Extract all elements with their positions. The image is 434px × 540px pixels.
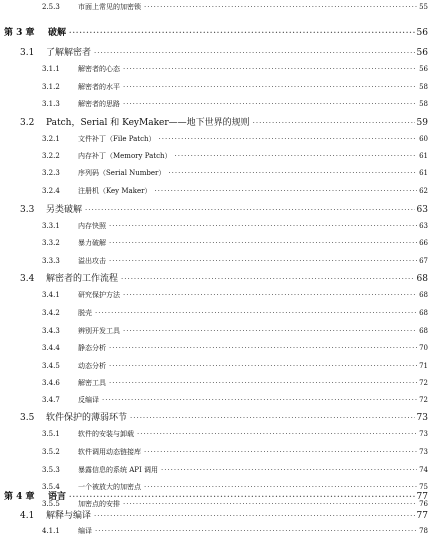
toc-leader-dots — [109, 222, 417, 230]
toc-entry-page: 77 — [416, 492, 428, 502]
toc-entry-number: 3.2.3 — [42, 169, 60, 177]
toc-entry-page: 62 — [419, 187, 428, 195]
toc-leader-dots — [123, 100, 417, 108]
toc-entry-number: 3.3.1 — [42, 222, 60, 230]
toc-entry-number: 3.3 — [20, 205, 35, 215]
toc-entry — [4, 64, 428, 74]
toc-entry — [4, 326, 428, 336]
toc-entry-number: 4.1.1 — [42, 527, 60, 535]
toc-entry-page: 76 — [419, 500, 428, 508]
toc-leader-dots — [137, 430, 417, 438]
toc-leader-dots — [144, 3, 417, 11]
toc-entry-page: 63 — [416, 205, 428, 215]
toc-entry — [4, 221, 428, 231]
toc-entry — [4, 168, 428, 178]
toc-entry-number: 3.2.2 — [42, 152, 60, 160]
toc-entry-page: 72 — [419, 379, 428, 387]
toc-entry-page: 61 — [419, 169, 428, 177]
toc-entry-number: 3.4 — [20, 274, 35, 284]
toc-leader-dots — [109, 239, 417, 247]
toc-leader-dots — [69, 492, 415, 501]
toc-entry-page: 68 — [419, 309, 428, 317]
toc-entry-page: 63 — [419, 222, 428, 230]
toc-entry-number: 3.3.2 — [42, 239, 60, 247]
toc-entry-number: 3.5.3 — [42, 466, 60, 474]
toc-entry — [4, 465, 428, 475]
toc-entry-page: 78 — [419, 527, 428, 535]
toc-entry-number: 3.5.4 — [42, 483, 60, 491]
toc-section — [4, 45, 428, 58]
toc-leader-dots — [159, 135, 418, 143]
toc-entry-page: 70 — [419, 344, 428, 352]
toc-entry-title: 内存补丁（Memory Patch） — [78, 152, 172, 160]
toc-entry-number: 3.5.2 — [42, 448, 60, 456]
toc-leader-dots — [130, 414, 415, 422]
toc-entry-title: 研究保护方法 — [78, 291, 120, 299]
toc-entry-number: 3.5 — [20, 413, 35, 423]
toc-entry-title: 软件的安装与卸载 — [78, 430, 134, 438]
toc-entry — [4, 290, 428, 300]
toc-entry-page: 58 — [419, 100, 428, 108]
toc-entry-title: 脱壳 — [78, 309, 92, 317]
toc-entry-title: 加密点的安排 — [78, 500, 120, 508]
toc-entry-title: 了解解密者 — [46, 48, 92, 58]
toc-entry-page: 73 — [419, 430, 428, 438]
toc-entry — [4, 308, 428, 318]
toc-entry-page: 55 — [419, 3, 428, 11]
toc-entry-title: 破解 — [48, 28, 67, 38]
toc-entry — [4, 429, 428, 439]
toc-entry — [4, 395, 428, 405]
toc-leader-dots — [95, 527, 417, 535]
toc-leader-dots — [175, 152, 418, 160]
toc-entry — [4, 343, 428, 353]
toc-leader-dots — [123, 83, 417, 91]
toc-entry-page: 66 — [419, 239, 428, 247]
toc-entry-number: 3.4.7 — [42, 396, 60, 404]
toc-entry-number: 3.1 — [20, 48, 35, 58]
toc-chapter — [4, 25, 428, 38]
toc-entry-page: 68 — [416, 274, 428, 284]
toc-leader-dots — [102, 396, 417, 404]
toc-entry-title: 文件补丁（File Patch） — [78, 135, 156, 143]
toc-entry-number: 3.5.1 — [42, 430, 60, 438]
toc-entry-title: 辨别开发工具 — [78, 327, 120, 335]
toc-entry-title: 反编译 — [78, 396, 99, 404]
toc-entry-number: 3.4.6 — [42, 379, 60, 387]
toc-entry-title: 静态分析 — [78, 344, 106, 352]
toc-entry — [4, 82, 428, 92]
toc-entry-page: 77 — [416, 511, 428, 521]
toc-section — [4, 410, 428, 423]
toc-entry-title: 解密者的心态 — [78, 65, 120, 73]
toc-entry — [4, 378, 428, 388]
toc-entry-title: 市面上常见的加密锁 — [78, 3, 141, 11]
toc-entry-page: 73 — [419, 448, 428, 456]
toc-leader-dots — [121, 275, 415, 283]
toc-entry-title: 解密工具 — [78, 379, 106, 387]
toc-leader-dots — [85, 206, 415, 214]
toc-leader-dots — [123, 65, 417, 73]
toc-entry-title: 暴露信息的系统 API 调用 — [78, 466, 158, 474]
toc-entry-number: 3.1.3 — [42, 100, 60, 108]
toc-entry-title: 动态分析 — [78, 362, 106, 370]
toc-entry-page: 68 — [419, 291, 428, 299]
toc-section — [4, 271, 428, 284]
toc-leader-dots — [94, 512, 415, 520]
toc-entry-title: 语言 — [48, 492, 67, 502]
toc-entry — [4, 99, 428, 109]
toc-entry-page: 75 — [419, 483, 428, 491]
toc-chapter — [4, 489, 428, 502]
toc-entry-number: 3.1.2 — [42, 83, 60, 91]
toc-leader-dots — [95, 309, 417, 317]
toc-entry — [4, 526, 428, 536]
toc-entry-number: 3.2.4 — [42, 187, 60, 195]
toc-entry-page: 56 — [419, 65, 428, 73]
toc-entry — [4, 151, 428, 161]
toc-entry-page: 68 — [419, 327, 428, 335]
toc-entry — [4, 447, 428, 457]
toc-entry-title: 软件保护的薄弱环节 — [46, 413, 128, 423]
toc-entry-title: Patch，Serial 和 KeyMaker——地下世界的规则 — [46, 118, 250, 128]
toc-entry-title: 解密者的水平 — [78, 83, 120, 91]
toc-entry-number: 3.4.5 — [42, 362, 60, 370]
toc-entry-page: 72 — [419, 396, 428, 404]
toc-entry — [4, 238, 428, 248]
toc-entry-title: 软件调用动态链接库 — [78, 448, 141, 456]
toc-entry-title: 一个被放大的加密点 — [78, 483, 141, 491]
toc-entry-page: 56 — [416, 28, 428, 38]
toc-entry-page: 73 — [416, 413, 428, 423]
toc-entry — [4, 134, 428, 144]
toc-entry-page: 74 — [419, 466, 428, 474]
toc-entry-number: 3.3.3 — [42, 257, 60, 265]
toc-section — [4, 202, 428, 215]
toc-entry-number: 3.5.5 — [42, 500, 60, 508]
toc-leader-dots — [161, 466, 417, 474]
toc-leader-dots — [109, 344, 417, 352]
toc-entry-page: 60 — [419, 135, 428, 143]
toc-entry-title: 解释与编译 — [46, 511, 92, 521]
toc-leader-dots — [69, 28, 415, 37]
toc-entry-page: 61 — [419, 152, 428, 160]
toc-entry-title: 序列码（Serial Number） — [78, 169, 166, 177]
toc-entry-title: 另类破解 — [46, 205, 83, 215]
toc-leader-dots — [144, 448, 417, 456]
toc-entry-page: 59 — [416, 118, 428, 128]
toc-entry-title: 溢出攻击 — [78, 257, 106, 265]
toc-leader-dots — [109, 257, 417, 265]
toc-entry — [4, 186, 428, 196]
toc-leader-dots — [94, 49, 415, 57]
toc-entry — [4, 2, 428, 12]
toc-entry-page: 71 — [419, 362, 428, 370]
toc-entry-number: 4.1 — [20, 511, 35, 521]
toc-leader-dots — [109, 379, 417, 387]
toc-entry-number: 第 4 章 — [4, 492, 35, 502]
toc-entry-number: 3.4.1 — [42, 291, 60, 299]
toc-entry-number: 2.5.3 — [42, 3, 60, 11]
toc-entry-number: 3.4.2 — [42, 309, 60, 317]
toc-entry-page: 67 — [419, 257, 428, 265]
toc-entry-number: 3.4.3 — [42, 327, 60, 335]
toc-entry-title: 注册机（Key Maker） — [78, 187, 152, 195]
toc-section — [4, 508, 428, 521]
toc-entry-number: 3.4.4 — [42, 344, 60, 352]
toc-leader-dots — [123, 291, 417, 299]
toc-entry-page: 56 — [416, 48, 428, 58]
toc-entry-title: 内存快照 — [78, 222, 106, 230]
toc-entry-title: 编译 — [78, 527, 92, 535]
toc-entry-number: 3.2 — [20, 118, 35, 128]
toc-entry-title: 暴力破解 — [78, 239, 106, 247]
toc-entry-page: 58 — [419, 83, 428, 91]
toc-leader-dots — [168, 169, 417, 177]
toc-leader-dots — [109, 362, 417, 370]
toc-entry — [4, 361, 428, 371]
toc-leader-dots — [123, 327, 417, 335]
toc-section — [4, 115, 428, 128]
toc-entry-number: 第 3 章 — [4, 28, 35, 38]
toc-entry-number: 3.1.1 — [42, 65, 60, 73]
toc-leader-dots — [154, 187, 417, 195]
toc-leader-dots — [253, 119, 415, 127]
toc-entry-title: 解密者的工作流程 — [46, 274, 119, 284]
toc-entry — [4, 256, 428, 266]
toc-entry-number: 3.2.1 — [42, 135, 60, 143]
toc-entry-title: 解密者的思路 — [78, 100, 120, 108]
